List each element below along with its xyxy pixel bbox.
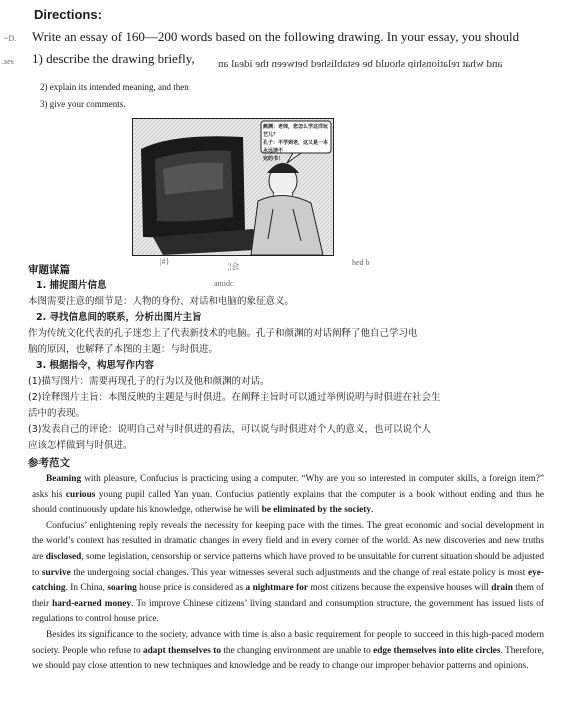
essay-text: young pupil called Yan yuan. Confucius patiently explains that the computer is a book without ending and thus he should continuously update his knowledge, otherwise he will — [32, 489, 544, 516]
essay-text: them of their — [32, 583, 545, 609]
margin-mark: ~D. — [4, 34, 17, 43]
essay-text: with pleasure, Confucius is practicing using a computer. “Why are you so interested in computer skills, a foreign item?” asks his — [32, 474, 544, 500]
directions-item-2: 2) explain its intended meaning, and then — [40, 82, 189, 92]
bubble-line: 孔子：不学到老，这又是一本永远读不 — [263, 140, 329, 154]
analysis-item: (1)描写图片：需要再现孔子的行为以及他和颜渊的对话。 — [28, 376, 270, 387]
bleed-mark: amidc — [214, 279, 234, 288]
analysis-step-2-body: 作为传统文化代表的孔子迷恋上了代表新技术的电脑。孔子和颜渊的对话阐释了他自己学习电 — [28, 328, 418, 339]
bleed-mark: hed b — [352, 258, 370, 267]
essay-highlight: eye-catching — [32, 567, 544, 594]
bleed-mark: ¦|会 — [228, 262, 240, 271]
essay-highlight: soaring — [107, 583, 137, 594]
essay-text: the changing environment are unable to — [221, 645, 374, 656]
essay-text: Besides its significance to the society, advance with time is also a basic requirement for people to succeed in this high-paced modern society. People who refuse to — [32, 629, 544, 656]
essay-text: , some legislation, censorship or service patterns which have proved to be unsuitable for current situation should be adjusted to — [32, 551, 544, 578]
analysis-step-1-title: 1. 捕捉图片信息 — [36, 280, 107, 291]
essay-text: . In China, — [65, 583, 108, 594]
bleed-through-text: and what relationship should be established between the ideal an — [218, 58, 503, 68]
bleed-mark: |#} — [160, 257, 170, 266]
essay-text: . To improve Chinese citizens’ living standard and consumption structure, the government has issued lists of regulations to control house price. — [32, 598, 544, 625]
sample-essay — [32, 472, 544, 675]
analysis-item: (3)发表自己的评论：说明自己对与时俱进的看法，可以说与时俱进对个人的意义，也可以说个人 — [28, 424, 431, 435]
cartoon-drawing — [132, 118, 334, 256]
directions-line-1: Write an essay of 160—200 words based on the following drawing. In your essay, you should — [32, 29, 520, 44]
essay-highlight: survive — [41, 567, 71, 578]
margin-mark: .ses — [2, 57, 14, 66]
essay-highlight: edge themselves into elite circles — [373, 645, 501, 656]
essay-paragraph-1 — [32, 472, 544, 519]
analysis-heading: 审题谋篇 — [28, 264, 70, 276]
essay-highlight: a nightmare for — [245, 583, 308, 594]
essay-highlight: adapt themselves to — [142, 645, 221, 656]
essay-paragraph-2 — [32, 519, 544, 628]
analysis-step-3-title: 3. 根据指令，构思写作内容 — [36, 360, 155, 371]
directions-title: Directions: — [34, 7, 102, 22]
essay-highlight: be eliminated by the society — [261, 505, 372, 516]
essay-highlight: curious — [65, 489, 96, 500]
sample-heading: 参考范文 — [28, 457, 70, 469]
analysis-item: 活中的表现。 — [28, 408, 86, 419]
analysis-step-2-body: 脑的原因，也解释了本图的主题：与时俱进。 — [28, 344, 219, 355]
essay-highlight: drain — [491, 583, 513, 594]
speech-bubble — [263, 123, 331, 163]
essay-paragraph-3 — [32, 628, 544, 675]
bubble-line: 完的书！ — [263, 156, 284, 162]
essay-highlight: disclosed — [45, 551, 82, 562]
analysis-item: (2)诠释图片主旨：本图反映的主题是与时俱进。在阐释主旨时可以通过举例说明与时俱进在社会生 — [28, 392, 441, 403]
essay-text: . — [371, 505, 374, 516]
essay-text: house price is considered as — [136, 583, 246, 594]
bubble-line: 颜渊：老师，您怎么学这洋玩艺儿？ — [263, 124, 329, 138]
essay-text: the undergoing social changes. This year witnesses several such adjustments and the change of real estate policy is most — [70, 567, 528, 578]
essay-highlight: hard-earned money — [52, 598, 132, 609]
directions-line-2: 1) describe the drawing briefly, — [32, 51, 195, 66]
directions-item-3: 3) give your comments. — [40, 99, 126, 109]
analysis-item: 应该怎样做到与时俱进。 — [28, 440, 133, 451]
essay-text: . Therefore, we should pay close attention to new techniques and knowledge and be ready to change our improper behavior patterns and opinions. — [32, 645, 544, 672]
essay-text: Confucius’ enlightening reply reveals the necessity for keeping pace with the times. The great economic and social development in the world’s context has resulted in dramatic changes in every field and in every corner of the world. As new discoveries and new truths are — [32, 520, 544, 562]
analysis-section — [28, 262, 538, 454]
analysis-step-1-body: 本图需要注意的细节是：人物的身份、对话和电脑的象征意义。 — [28, 296, 295, 307]
essay-text: most citizens because the expensive houses will — [307, 583, 492, 594]
essay-highlight: Beaming — [46, 474, 82, 484]
analysis-step-2-title: 2. 寻找信息间的联系，分析出图片主旨 — [36, 312, 202, 323]
